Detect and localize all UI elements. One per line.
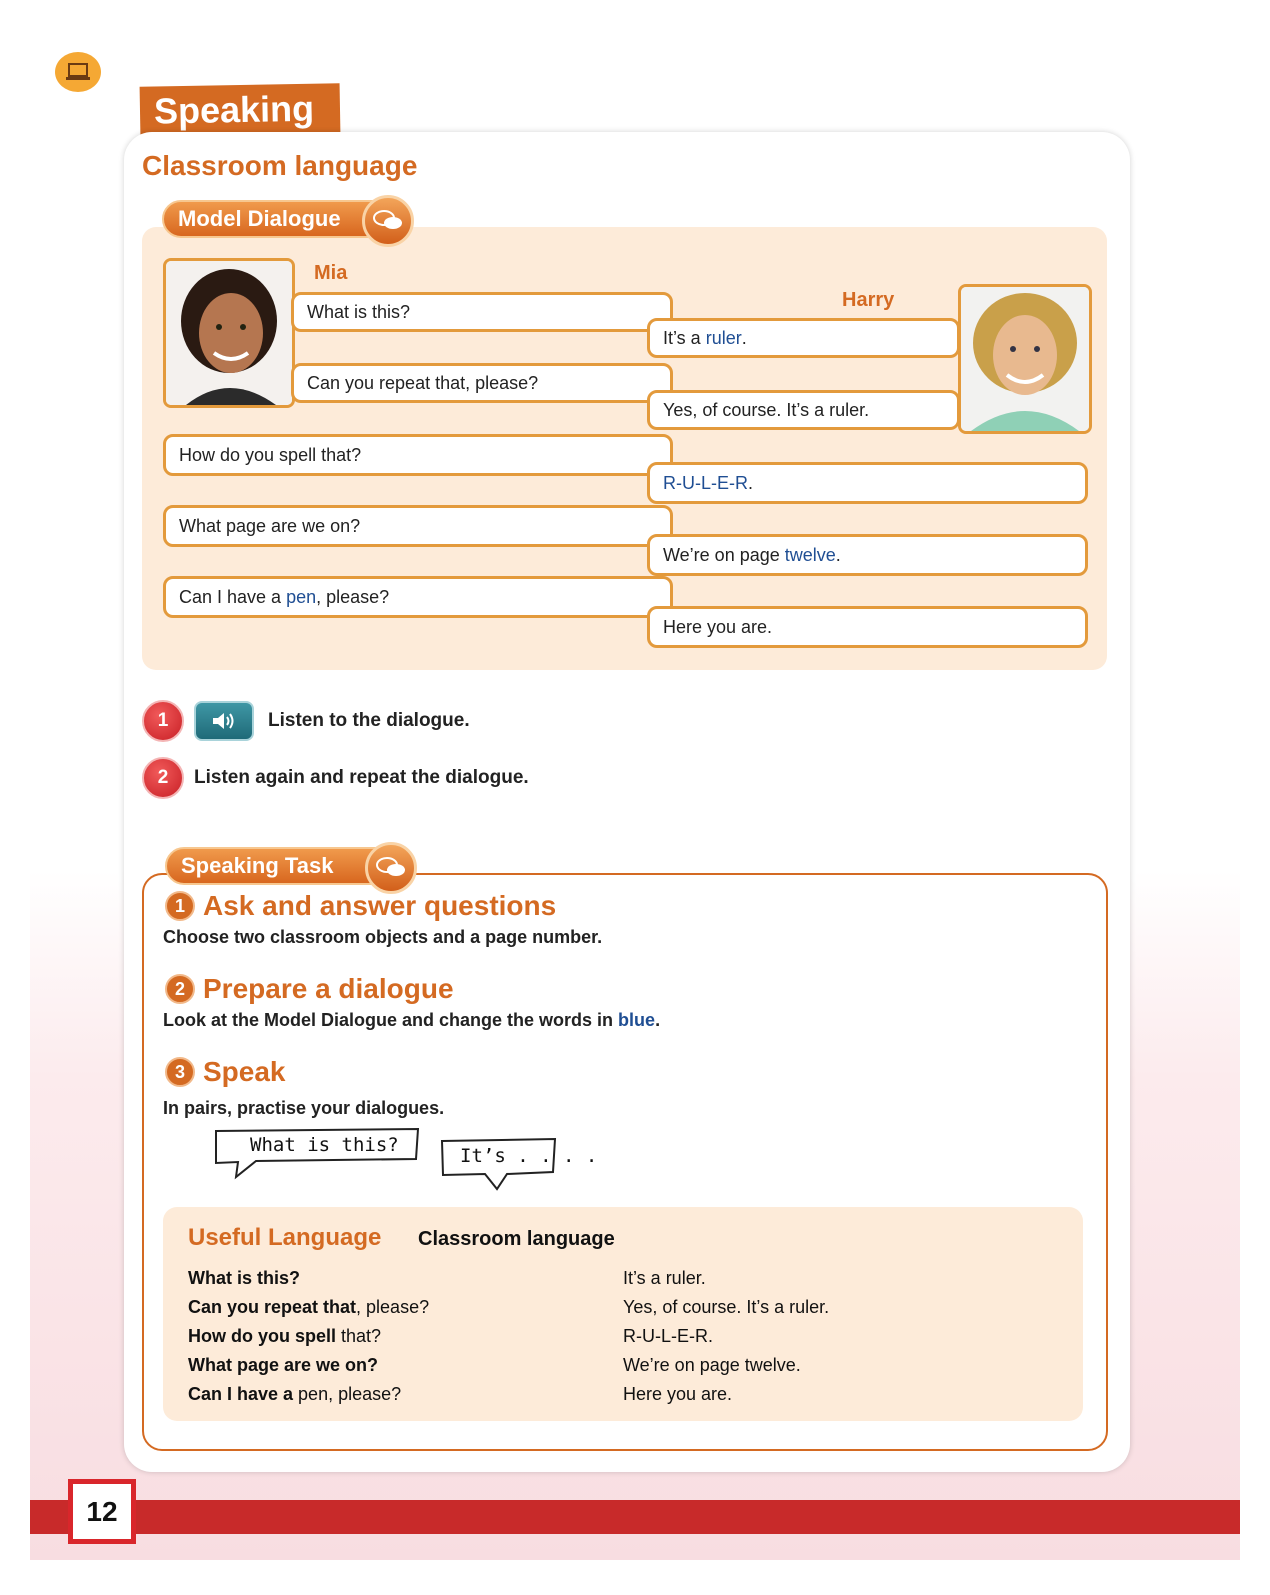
task-step-1-title: Ask and answer questions xyxy=(203,890,557,921)
dialogue-line-9-text: Can I have a xyxy=(179,586,287,607)
audio-play-button[interactable] xyxy=(194,701,254,741)
page-number: 12 xyxy=(68,1479,136,1544)
task-step-2-end: . xyxy=(655,1010,661,1030)
useful-question-rest: that? xyxy=(336,1326,382,1346)
exercise-1 xyxy=(142,700,470,742)
useful-language-subtitle: Classroom language xyxy=(418,1228,615,1250)
task-step-2-title: Prepare a dialogue xyxy=(203,973,454,1004)
task-step-1-heading xyxy=(165,890,556,922)
useful-question-1 xyxy=(188,1268,300,1289)
exercise-number: 1 xyxy=(142,700,184,742)
speaking-task-label xyxy=(165,847,395,885)
exercise-text: Listen to the dialogue. xyxy=(268,710,470,731)
useful-answer-2: Yes, of course. It’s a ruler. xyxy=(623,1297,830,1317)
dialogue-line-2-blue: ruler xyxy=(705,327,742,348)
speaker-name-harry: Harry xyxy=(842,289,895,311)
useful-question-bold: Can I have a xyxy=(188,1384,294,1404)
useful-question-bold: How do you spell xyxy=(188,1326,337,1346)
harry-photo xyxy=(958,284,1092,434)
task-step-3-number: 3 xyxy=(165,1057,195,1087)
useful-answer-4: We’re on page twelve. xyxy=(623,1355,801,1375)
speech-bubble-icon xyxy=(365,842,417,894)
footer-band xyxy=(30,1500,1240,1534)
dialogue-line-9-end: , please? xyxy=(316,586,390,607)
speech-bubble-text-2: It’s . . . . xyxy=(460,1145,598,1167)
dialogue-line-2-end: . xyxy=(741,327,747,348)
useful-answer-3: R-U-L-E-R. xyxy=(623,1326,713,1346)
useful-question-rest: , please? xyxy=(356,1297,430,1317)
task-step-3-text: In pairs, practise your dialogues. xyxy=(163,1098,445,1118)
task-step-2-text-main: Look at the Model Dialogue and change the words in xyxy=(163,1010,619,1030)
task-step-3-heading xyxy=(165,1056,286,1088)
task-step-2-heading xyxy=(165,973,454,1005)
model-dialogue-label xyxy=(162,200,394,238)
speaking-tab: Speaking xyxy=(140,83,341,136)
task-step-2-text xyxy=(163,1010,660,1031)
speaker-name-mia: Mia xyxy=(314,262,348,284)
dialogue-line-4-text: Yes, of course. It’s a ruler. xyxy=(663,399,870,420)
task-step-1-text: Choose two classroom objects and a page number. xyxy=(163,927,603,947)
speech-bubble-text-1: What is this? xyxy=(250,1134,399,1156)
useful-answer-5: Here you are. xyxy=(623,1384,733,1404)
model-dialogue-text: Model Dialogue xyxy=(178,206,341,231)
exercise-2 xyxy=(142,757,529,799)
dialogue-line-8-end: . xyxy=(835,544,841,565)
useful-answer-1: It’s a ruler. xyxy=(623,1268,706,1288)
dialogue-line-10 xyxy=(647,606,1088,648)
dialogue-line-9-blue: pen xyxy=(286,586,317,607)
dialogue-line-8 xyxy=(647,534,1088,576)
dialogue-line-5 xyxy=(163,434,673,476)
useful-question-3 xyxy=(188,1326,381,1347)
dialogue-line-8-text: We’re on page xyxy=(663,544,785,565)
dialogue-line-3-text: Can you repeat that, please? xyxy=(307,372,539,393)
useful-question-bold: What is this? xyxy=(188,1268,300,1288)
useful-question-bold: Can you repeat that xyxy=(188,1297,357,1317)
speech-bubble-icon xyxy=(362,195,414,247)
dialogue-line-5-text: How do you spell that? xyxy=(179,444,362,465)
exercise-number: 2 xyxy=(142,757,184,799)
dialogue-line-6-blue: R-U-L-E-R xyxy=(663,472,748,493)
speaking-task-text: Speaking Task xyxy=(181,853,334,878)
useful-question-bold: What page are we on? xyxy=(188,1355,379,1375)
section-title: Classroom language xyxy=(142,150,418,181)
useful-question-rest: pen, please? xyxy=(293,1384,402,1404)
mia-photo xyxy=(163,258,295,408)
dialogue-line-8-blue: twelve xyxy=(784,544,836,565)
task-step-3-title: Speak xyxy=(203,1056,286,1087)
task-step-2-number: 2 xyxy=(165,974,195,1004)
dialogue-line-4 xyxy=(647,390,960,430)
dialogue-line-9 xyxy=(163,576,673,618)
dialogue-line-1 xyxy=(291,292,673,332)
exercise-text: Listen again and repeat the dialogue. xyxy=(194,767,529,788)
speaker-icon xyxy=(211,711,237,731)
useful-question-2 xyxy=(188,1297,429,1318)
dialogue-line-1-text: What is this? xyxy=(307,301,411,322)
dialogue-line-6-end: . xyxy=(748,472,754,493)
dialogue-line-10-text: Here you are. xyxy=(663,616,773,637)
dialogue-line-2 xyxy=(647,318,960,358)
dialogue-line-6 xyxy=(647,462,1088,504)
useful-question-4 xyxy=(188,1355,378,1376)
useful-question-5 xyxy=(188,1384,401,1405)
laptop-icon[interactable] xyxy=(55,52,101,92)
dialogue-line-7 xyxy=(163,505,673,547)
dialogue-line-2-text: It’s a xyxy=(663,327,706,348)
task-step-1-number: 1 xyxy=(165,891,195,921)
useful-language-title: Useful Language xyxy=(188,1224,382,1251)
dialogue-line-3 xyxy=(291,363,673,403)
dialogue-line-7-text: What page are we on? xyxy=(179,515,361,536)
task-step-2-blue: blue xyxy=(618,1010,656,1030)
